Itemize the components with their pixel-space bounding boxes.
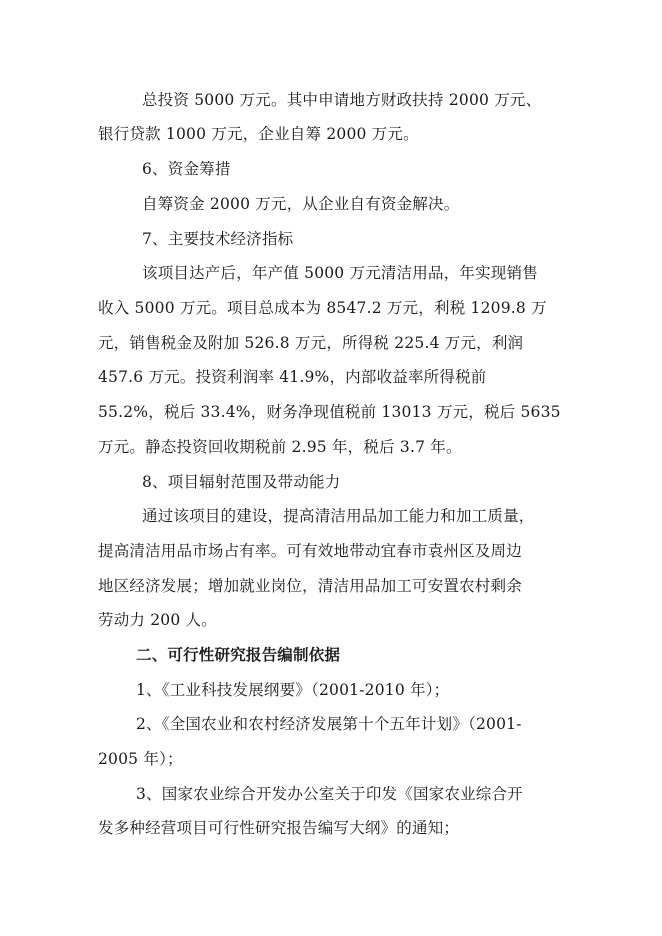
text-line-8: 元，销售税金及附加 526.8 万元，所得税 225.4 万元，利润	[98, 334, 524, 352]
basis-item-2: 2、《全国农业和农村经济发展第十个五年计划》（2001-	[136, 715, 522, 733]
text-line-7: 收入 5000 万元。项目总成本为 8547.2 万元，利税 1209.8 万	[98, 299, 547, 317]
basis-item-3-cont: 发多种经营项目可行性研究报告编写大纲》的通知；	[98, 819, 460, 837]
text-line-11: 万元。静态投资回收期税前 2.95 年，税后 3.7 年。	[98, 438, 462, 456]
text-line-13: 通过该项目的建设，提高清洁用品加工能力和加工质量，	[142, 507, 535, 525]
text-line-1: 总投资 5000 万元。其中申请地方财政扶持 2000 万元、	[142, 91, 542, 109]
text-line-14: 提高清洁用品市场占有率。可有效地带动宜春市袁州区及周边	[98, 542, 522, 560]
basis-item-1: 1、《工业科技发展纲要》（2001-2010 年）；	[136, 681, 450, 699]
text-line-2: 银行贷款 1000 万元，企业自筹 2000 万元。	[98, 125, 419, 143]
section-6-heading: 6、资金筹措	[142, 160, 231, 178]
chapter-2-heading: 二、可行性研究报告编制依据	[136, 646, 341, 664]
text-line-15: 地区经济发展；增加就业岗位，清洁用品加工可安置农村剩余	[98, 577, 522, 595]
text-line-4: 自筹资金 2000 万元，从企业自有资金解决。	[142, 195, 460, 213]
basis-item-2-cont: 2005 年）；	[98, 750, 183, 768]
basis-item-3: 3、国家农业综合开发办公室关于印发《国家农业综合开	[136, 785, 523, 803]
text-line-6: 该项目达产后，年产值 5000 万元清洁用品，年实现销售	[142, 264, 538, 282]
text-line-9: 457.6 万元。投资利润率 41.9%，内部收益率所得税前	[98, 368, 487, 386]
section-7-heading: 7、主要技术经济指标	[142, 230, 294, 248]
section-8-heading: 8、项目辐射范围及带动能力	[142, 473, 341, 491]
text-line-10: 55.2%，税后 33.4%，财务净现值税前 13013 万元，税后 5635	[98, 403, 561, 421]
text-line-16: 劳动力 200 人。	[98, 611, 217, 629]
